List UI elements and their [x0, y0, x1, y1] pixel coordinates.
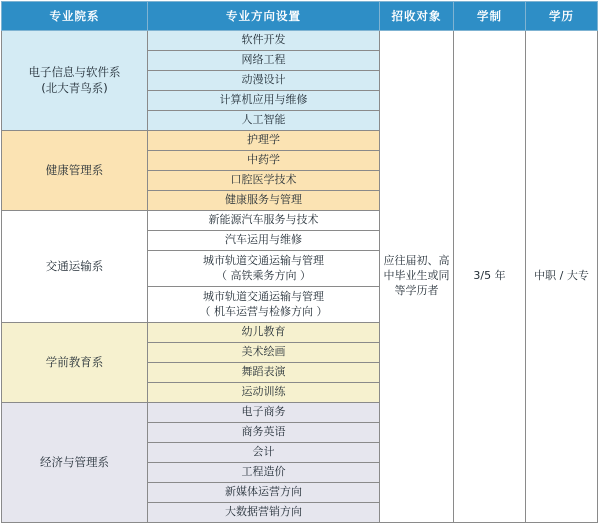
dept-subname: (北大青鸟系)	[41, 80, 108, 95]
dept-cell	[2, 131, 148, 211]
dept-cell	[2, 403, 148, 523]
programs-table	[1, 1, 598, 523]
header-duration: 学制	[454, 2, 526, 31]
header-major: 专业方向设置	[148, 2, 380, 31]
dept-name: 学前教育系	[45, 354, 104, 369]
major-cell: 新媒体运营方向	[148, 483, 380, 503]
major-cell: 健康服务与管理	[148, 191, 380, 211]
dept-cell	[2, 211, 148, 323]
duration-cell: 3/5 年	[454, 31, 526, 523]
dept-name: 交通运输系	[45, 258, 104, 273]
header-target: 招收对象	[380, 2, 454, 31]
major-cell: 城市轨道交通运输与管理 （ 高铁乘务方向 ）	[148, 251, 380, 287]
major-cell: 护理学	[148, 131, 380, 151]
dept-cell	[2, 323, 148, 403]
dept-name: 电子信息与软件系	[28, 64, 121, 79]
major-cell: 汽车运用与维修	[148, 231, 380, 251]
major-cell: 幼儿教育	[148, 323, 380, 343]
major-cell: 美术绘画	[148, 343, 380, 363]
major-cell: 工程造价	[148, 463, 380, 483]
major-cell: 会计	[148, 443, 380, 463]
major-cell: 软件开发	[148, 31, 380, 51]
major-cell: 动漫设计	[148, 71, 380, 91]
major-cell: 人工智能	[148, 111, 380, 131]
dept-cell	[2, 31, 148, 131]
major-cell: 新能源汽车服务与技术	[148, 211, 380, 231]
major-cell: 大数据营销方向	[148, 503, 380, 523]
major-cell: 城市轨道交通运输与管理 （ 机车运营与检修方向 ）	[148, 287, 380, 323]
header-dept: 专业院系	[2, 2, 148, 31]
major-cell: 网络工程	[148, 51, 380, 71]
major-cell: 商务英语	[148, 423, 380, 443]
major-cell: 中药学	[148, 151, 380, 171]
header-degree: 学历	[526, 2, 598, 31]
major-cell: 运动训练	[148, 383, 380, 403]
target-cell: 应往届初、高 中毕业生或同 等学历者	[380, 31, 454, 523]
dept-name: 经济与管理系	[40, 454, 109, 469]
major-cell: 计算机应用与维修	[148, 91, 380, 111]
dept-name: 健康管理系	[45, 162, 104, 177]
major-cell: 电子商务	[148, 403, 380, 423]
degree-cell: 中职 / 大专	[526, 31, 598, 523]
major-cell: 口腔医学技术	[148, 171, 380, 191]
major-cell: 舞蹈表演	[148, 363, 380, 383]
